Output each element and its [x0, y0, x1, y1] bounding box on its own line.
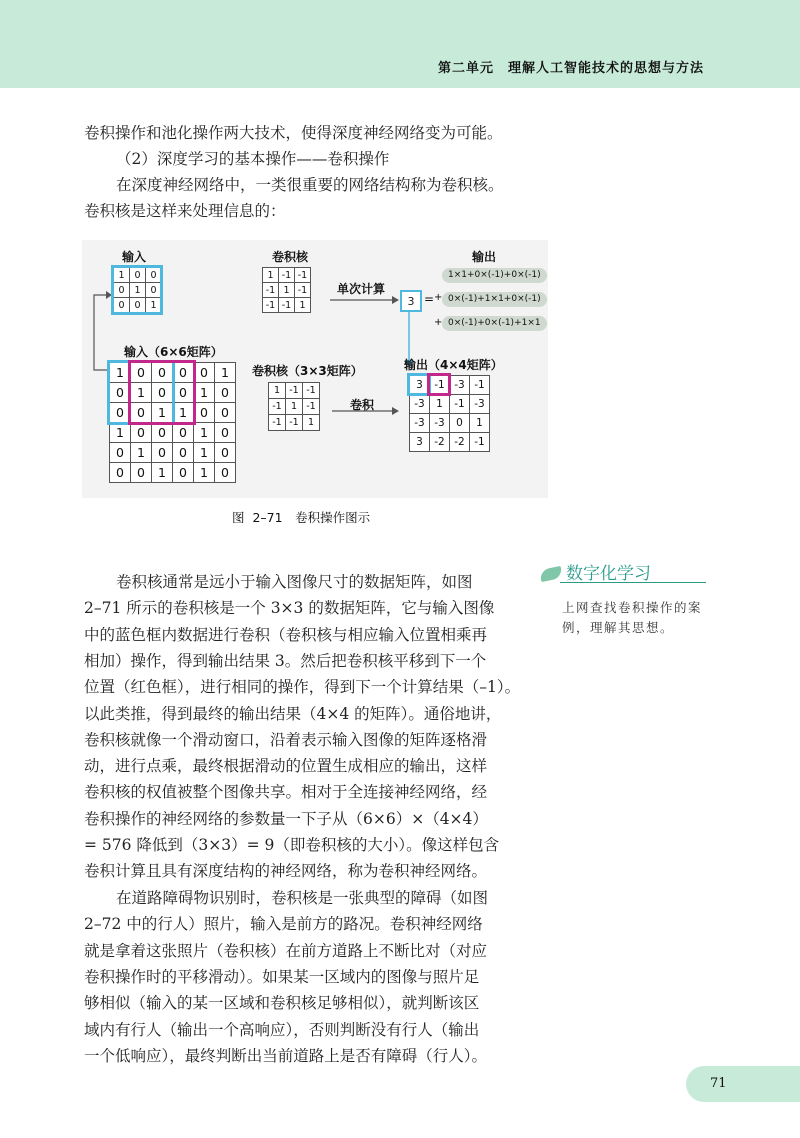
matrix-cell: -1: [286, 415, 303, 431]
matrix-cell: 1: [194, 383, 215, 403]
matrix-cell: 0: [173, 383, 194, 403]
label-output-4x4: 输出（4×4矩阵）: [404, 358, 503, 372]
paragraph-line: 卷积核是这样来处理信息的：: [84, 202, 286, 220]
label-single-calc: 单次计算: [337, 282, 386, 296]
matrix-cell: 0: [173, 423, 194, 443]
matrix-cell: -1: [263, 283, 279, 298]
label-input: 输入: [122, 250, 147, 264]
matrix-cell: 0: [146, 268, 162, 283]
paragraph-line: 相加）操作，得到输出结果 3。然后把卷积核平移到下一个: [84, 651, 487, 670]
plus-sign-1: +: [434, 292, 443, 303]
formula-term-3: 0×(-1)+0×(-1)+1×1: [442, 316, 547, 331]
matrix-cell: 0: [152, 423, 173, 443]
paragraph-line: 卷积操作的神经网络的参数量一下子从（6×6）×（4×4）: [84, 809, 488, 828]
convolution-figure: [82, 240, 548, 498]
matrix-cell: 1: [269, 383, 286, 399]
matrix-cell: -1: [470, 433, 490, 452]
matrix-cell: -3: [410, 414, 430, 433]
matrix-cell: 0: [114, 298, 130, 313]
matrix-cell: 1: [110, 363, 131, 383]
matrix-cell: -1: [470, 376, 490, 395]
matrix-cell: 1: [114, 268, 130, 283]
matrix-cell: -3: [410, 395, 430, 414]
matrix-cell: 0: [194, 403, 215, 423]
label-output: 输出: [472, 250, 497, 264]
matrix-cell: 0: [110, 383, 131, 403]
matrix-cell: -1: [279, 268, 295, 283]
leaf-icon: [539, 566, 563, 582]
matrix-cell: -2: [450, 433, 470, 452]
matrix-cell: 1: [173, 403, 194, 423]
label-input-6x6: 输入（6×6矩阵）: [124, 345, 223, 359]
single-result-box: 3: [400, 290, 422, 312]
matrix-cell: 0: [131, 403, 152, 423]
matrix-cell: -1: [269, 399, 286, 415]
matrix-cell: -3: [470, 395, 490, 414]
matrix-cell: 3: [410, 376, 430, 395]
paragraph-intro: 卷积操作和池化操作两大技术，使得深度神经网络变为可能。: [84, 124, 503, 142]
paragraph-line: 卷积操作时的平移滑动）。如果某一区域内的图像与照片足: [84, 967, 480, 986]
matrix-cell: 1: [279, 283, 295, 298]
matrix-cell: 1: [194, 463, 215, 483]
formula-term-1: 1×1+0×(-1)+0×(-1): [442, 268, 547, 283]
sidebar-title: 数字化学习: [566, 564, 651, 584]
paragraph-line: 够相似（输入的某一区域和卷积核足够相似），就判断该区: [84, 994, 480, 1013]
matrix-cell: 0: [131, 463, 152, 483]
figure-caption: 图 2–71 卷积操作图示: [232, 510, 371, 525]
paragraph-line: 域内有行人（输出一个高响应），否则判断没有行人（输出: [84, 1020, 480, 1039]
matrix-cell: 0: [110, 403, 131, 423]
matrix-cell: 3: [410, 433, 430, 452]
paragraph-line: 中的蓝色框内数据进行卷积（卷积核与相应输入位置相乘再: [84, 625, 488, 644]
matrix-cell: 0: [215, 443, 236, 463]
matrix-cell: 0: [130, 268, 146, 283]
page-number: 71: [710, 1076, 727, 1091]
paragraph-line: 位置（红色框），进行相同的操作，得到下一个计算结果（–1）。: [84, 678, 521, 697]
section-heading: （2）深度学习的基本操作——卷积操作: [116, 150, 390, 168]
matrix-cell: -2: [430, 433, 450, 452]
matrix-cell: -3: [430, 414, 450, 433]
plus-sign-2: +: [434, 317, 443, 328]
unit-title: 第二单元 理解人工智能技术的思想与方法: [437, 61, 704, 76]
kernel-matrix-top: [262, 267, 311, 313]
paragraph-line: 在深度神经网络中，一类很重要的网络结构称为卷积核。: [116, 176, 504, 194]
matrix-cell: 1: [430, 395, 450, 414]
output-matrix: [409, 375, 490, 452]
matrix-cell: 1: [194, 443, 215, 463]
matrix-cell: 0: [114, 283, 130, 298]
matrix-cell: -1: [303, 383, 320, 399]
paragraph-line: 一个低响应），最终判断出当前道路上是否有障碍（行人）。: [84, 1046, 488, 1065]
matrix-cell: 1: [110, 423, 131, 443]
matrix-cell: 1: [303, 415, 320, 431]
paragraph-line: 卷积计算且具有深度结构的神经网络，称为卷积神经网络。: [84, 862, 488, 881]
matrix-cell: 0: [215, 383, 236, 403]
matrix-cell: -1: [295, 268, 311, 283]
paragraph-line: 2–72 中的行人）照片，输入是前方的路况。卷积神经网络: [84, 915, 483, 934]
matrix-cell: 1: [194, 423, 215, 443]
paragraph-line: 卷积核就像一个滑动窗口，沿着表示输入图像的矩阵逐格滑: [84, 730, 488, 749]
matrix-cell: 0: [130, 298, 146, 313]
matrix-cell: 0: [110, 443, 131, 463]
paragraph-line: 动，进行点乘，最终根据滑动的位置生成相应的输出，这样: [84, 757, 488, 776]
equals-sign: =: [424, 292, 435, 306]
label-kernel: 卷积核: [272, 250, 309, 264]
kernel-matrix-bottom: [268, 382, 320, 431]
matrix-cell: 1: [470, 414, 490, 433]
matrix-cell: -3: [450, 376, 470, 395]
matrix-cell: 0: [146, 283, 162, 298]
matrix-cell: 1: [263, 268, 279, 283]
matrix-cell: -1: [450, 395, 470, 414]
matrix-cell: 0: [450, 414, 470, 433]
matrix-cell: 0: [152, 363, 173, 383]
paragraph-line: 以此类推，得到最终的输出结果（4×4 的矩阵）。通俗地讲，: [84, 704, 502, 723]
matrix-cell: 0: [110, 463, 131, 483]
matrix-cell: 0: [173, 463, 194, 483]
matrix-cell: 0: [131, 363, 152, 383]
matrix-cell: 0: [131, 423, 152, 443]
label-kernel-3x3: 卷积核（3×3矩阵）: [252, 364, 363, 378]
matrix-cell: 1: [286, 399, 303, 415]
matrix-cell: 0: [194, 363, 215, 383]
matrix-cell: 0: [152, 383, 173, 403]
sidebar-text: 上网查找卷积操作的案例，理解其思想。: [562, 600, 703, 635]
matrix-cell: -1: [269, 415, 286, 431]
matrix-cell: 1: [215, 363, 236, 383]
formula-term-2: 0×(-1)+1×1+0×(-1): [442, 292, 547, 307]
label-conv: 卷积: [350, 398, 375, 412]
matrix-cell: 0: [173, 363, 194, 383]
matrix-cell: 1: [146, 298, 162, 313]
matrix-cell: 0: [173, 443, 194, 463]
matrix-cell: -1: [430, 376, 450, 395]
matrix-cell: -1: [295, 283, 311, 298]
matrix-cell: 0: [215, 423, 236, 443]
matrix-cell: -1: [303, 399, 320, 415]
matrix-cell: 0: [152, 443, 173, 463]
paragraph-line: 卷积核的权值被整个图像共享。相对于全连接神经网络，经: [84, 783, 488, 802]
big-input-matrix: [109, 362, 236, 483]
matrix-cell: -1: [286, 383, 303, 399]
small-input-matrix: [113, 267, 162, 313]
matrix-cell: -1: [263, 298, 279, 313]
page-number-tab: [686, 1066, 800, 1102]
paragraph-line: 就是拿着这张照片（卷积核）在前方道路上不断比对（对应: [84, 941, 488, 960]
matrix-cell: 1: [152, 463, 173, 483]
paragraph-line: 卷积核通常是远小于输入图像尺寸的数据矩阵，如图: [116, 573, 473, 591]
matrix-cell: 1: [152, 403, 173, 423]
matrix-cell: 1: [131, 443, 152, 463]
matrix-cell: 1: [130, 283, 146, 298]
matrix-cell: 0: [215, 403, 236, 423]
matrix-cell: 1: [295, 298, 311, 313]
matrix-cell: 0: [215, 463, 236, 483]
digital-learning-box: [560, 562, 706, 583]
paragraph-line: 在道路障碍物识别时，卷积核是一张典型的障碍（如图: [116, 889, 489, 907]
paragraph-line: 2–71 所示的卷积核是一个 3×3 的数据矩阵，它与输入图像: [84, 599, 495, 618]
page-header: [0, 0, 800, 88]
matrix-cell: -1: [279, 298, 295, 313]
matrix-cell: 1: [131, 383, 152, 403]
paragraph-line: = 576 降低到（3×3）= 9（即卷积核的大小）。像这样包含: [84, 836, 500, 854]
